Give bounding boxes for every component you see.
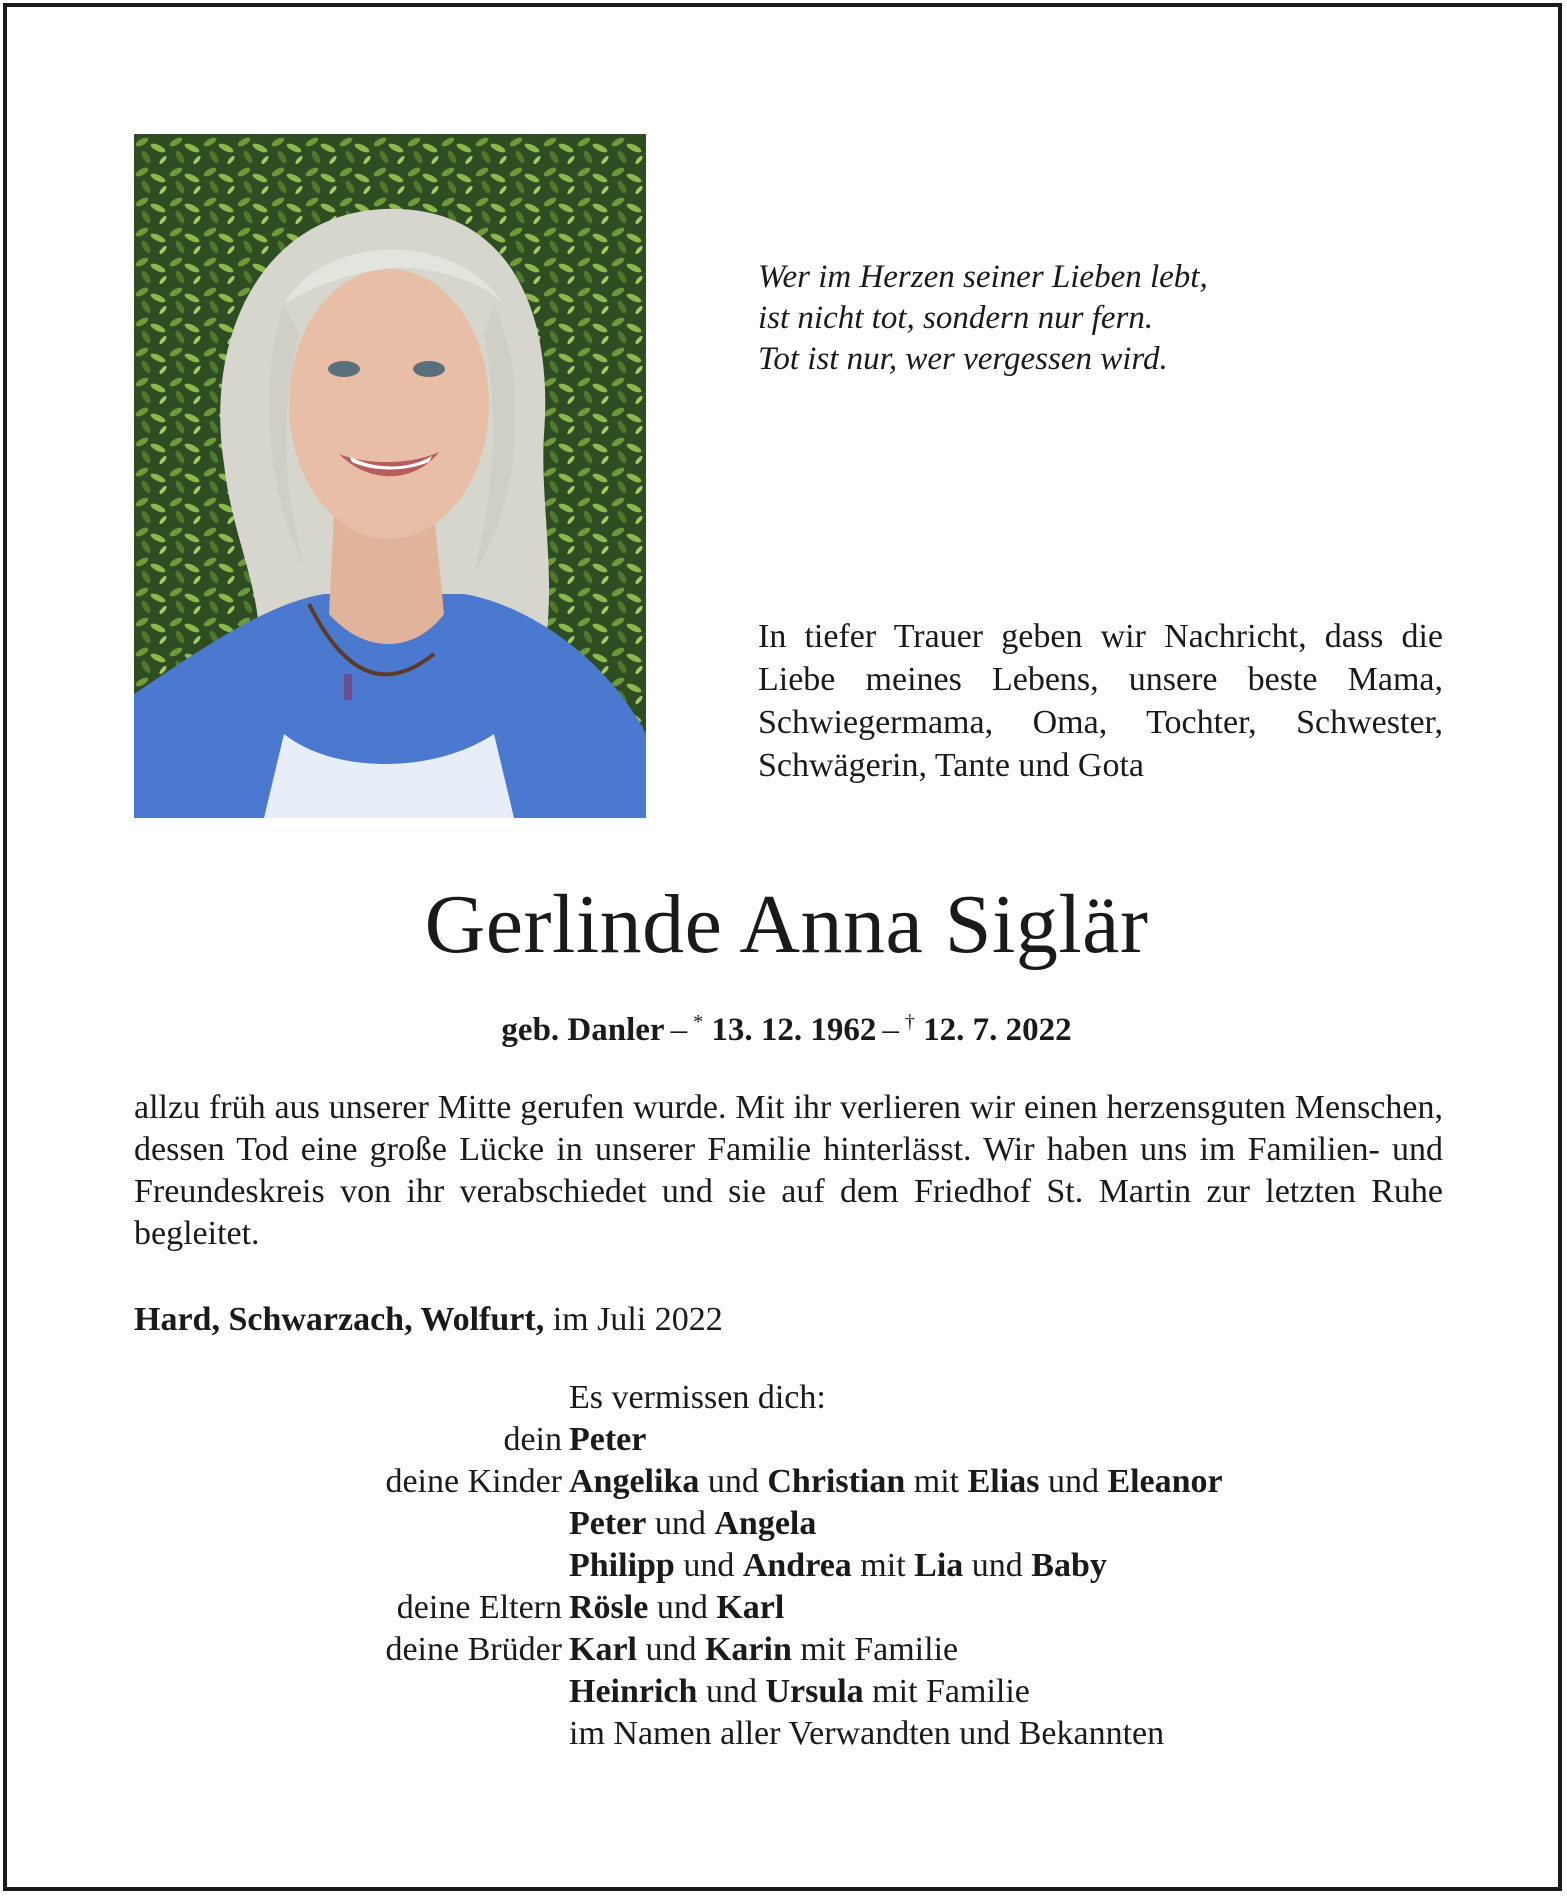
survivor-connector: mit	[905, 1463, 968, 1500]
survivor-row	[7, 1545, 1566, 1587]
survivor-row	[7, 1419, 1566, 1461]
survivor-name: Philipp	[569, 1547, 675, 1584]
birth-death-line	[7, 1002, 1566, 1050]
separator: –	[670, 1012, 688, 1048]
announcement-intro: In tiefer Trauer geben wir Nachricht, dass die Liebe meines Lebens, unsere beste Mama, Schwiegermama, Oma, Tochter, Schwester, Schwägerin, Tante und Gota	[758, 618, 1443, 784]
survivor-connector: und	[697, 1673, 766, 1710]
separator: –	[882, 1012, 899, 1048]
birth-symbol: *	[693, 1011, 704, 1033]
deceased-name: Gerlinde Anna Siglär	[424, 878, 1149, 971]
survivor-name: Elias	[967, 1463, 1040, 1500]
survivor-relation: deine Brüder	[385, 1631, 562, 1668]
survivor-row	[7, 1713, 1566, 1755]
birth-date: 13. 12. 1962	[711, 1012, 877, 1048]
survivor-name: Karl	[569, 1631, 637, 1668]
quote-line: ist nicht tot, sondern nur fern.	[758, 300, 1154, 336]
survivor-connector: mit Familie	[791, 1631, 959, 1668]
body-paragraph: allzu früh aus unserer Mitte gerufen wurde. Mit ihr verlieren wir einen herzensguten Menschen, dessen Tod eine große Lücke in unserer Familie hinterlässt. Wir haben uns im Familien- und Freundeskreis von ihr verabschiedet und sie auf dem Friedhof St. Martin zur letzten Ruhe begleitet.	[134, 1089, 1443, 1252]
survivor-row	[7, 1629, 1566, 1671]
survivor-row	[7, 1671, 1566, 1713]
quote-line: Tot ist nur, wer vergessen wird.	[758, 341, 1168, 377]
survivors-heading: Es vermissen dich:	[569, 1379, 826, 1416]
survivor-connector: mit Familie	[863, 1673, 1030, 1710]
survivor-names	[569, 1503, 816, 1545]
survivor-name: Karin	[704, 1631, 792, 1668]
survivor-names	[569, 1545, 1107, 1587]
survivor-names	[569, 1587, 784, 1629]
survivor-row	[7, 1461, 1566, 1503]
place-towns: Hard, Schwarzach, Wolfurt,	[134, 1301, 545, 1338]
place-date-line	[134, 1299, 723, 1341]
survivor-relation: deine Kinder	[385, 1463, 562, 1500]
survivor-row	[7, 1503, 1566, 1545]
portrait-photo	[134, 134, 646, 818]
survivor-name: Peter	[569, 1505, 647, 1542]
survivor-connector: und	[1039, 1463, 1108, 1500]
survivors-heading-row	[7, 1377, 1566, 1419]
survivor-connector: und	[963, 1547, 1032, 1584]
quote-line: Wer im Herzen seiner Lieben lebt,	[758, 259, 1208, 295]
survivor-name: Angela	[714, 1505, 817, 1542]
survivor-row	[7, 1587, 1566, 1629]
survivor-name: Baby	[1031, 1547, 1107, 1584]
survivor-name: Angelika	[569, 1463, 700, 1500]
place-date: im Juli 2022	[552, 1301, 723, 1338]
survivor-names	[569, 1671, 1030, 1713]
survivor-names	[569, 1713, 1164, 1755]
survivor-relation: dein	[503, 1421, 562, 1458]
survivor-name: Christian	[767, 1463, 906, 1500]
obituary-frame	[3, 3, 1562, 1891]
survivor-relation: deine Eltern	[396, 1589, 562, 1626]
survivor-name: Andrea	[742, 1547, 852, 1584]
survivor-names	[569, 1629, 958, 1671]
survivor-name: Peter	[569, 1421, 647, 1458]
death-date: 12. 7. 2022	[923, 1012, 1072, 1048]
obituary-body	[134, 1087, 1443, 1255]
survivor-name: Eleanor	[1107, 1463, 1223, 1500]
survivor-connector: und	[646, 1505, 715, 1542]
survivor-connector: und	[674, 1547, 743, 1584]
survivor-connector: und	[648, 1589, 717, 1626]
memorial-quote	[758, 257, 1458, 380]
survivor-connector: und	[699, 1463, 768, 1500]
survivor-name: Rösle	[569, 1589, 649, 1626]
survivor-name: Karl	[716, 1589, 785, 1626]
maiden-name: geb. Danler	[501, 1012, 665, 1048]
survivor-connector: im Namen aller Verwandten und Bekannten	[569, 1715, 1165, 1752]
portrait-photo-image	[134, 134, 646, 818]
survivor-connector: und	[636, 1631, 705, 1668]
survivor-name: Heinrich	[569, 1673, 698, 1710]
death-symbol: †	[904, 1011, 915, 1033]
survivor-name: Lia	[914, 1547, 964, 1584]
survivor-names	[569, 1461, 1223, 1503]
survivor-name: Ursula	[765, 1673, 864, 1710]
survivor-names	[569, 1419, 646, 1461]
survivor-connector: mit	[851, 1547, 915, 1584]
